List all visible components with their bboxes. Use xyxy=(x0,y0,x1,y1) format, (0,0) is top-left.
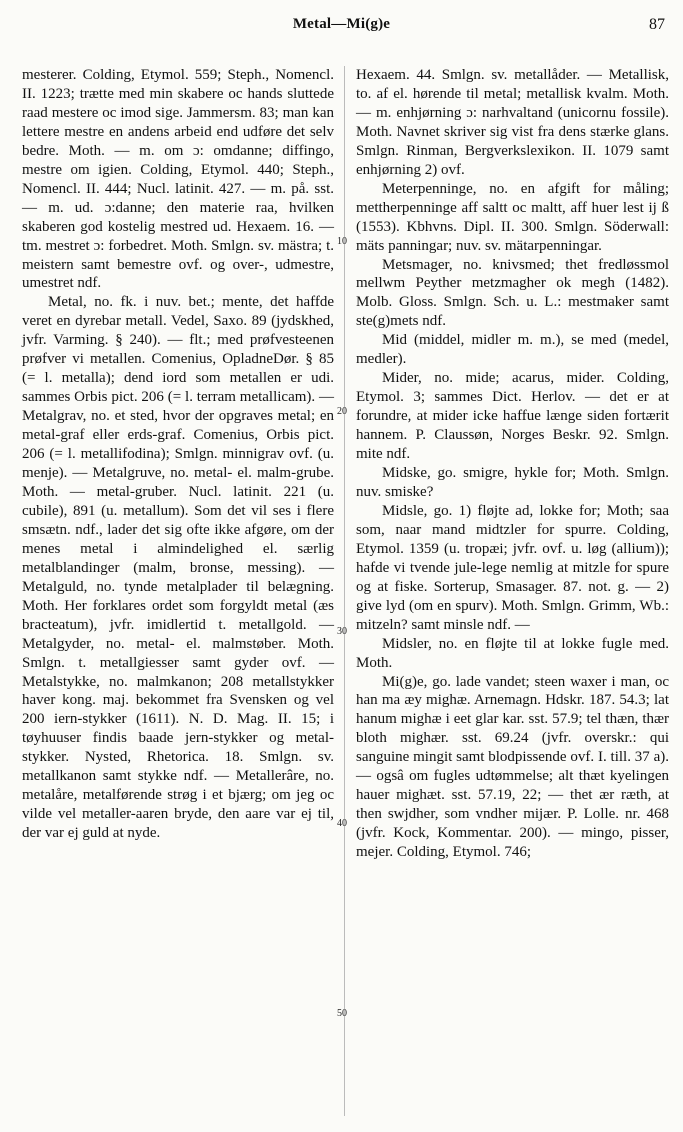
entry-paragraph: Meterpenninge, no. en afgift for måling; mettherpenninge aff saltt oc maltt, aff huer lest ij ß (1553). Kbhvns. Dipl. II. 300. Smlgn. Söderwall: mäts panningar; nuv. sv. mätarpenningar. xyxy=(356,180,669,254)
entry-paragraph: Midsle, go. 1) fløjte ad, lokke for; Moth; saa som, naar mand midtzler for spurre. Colding, Etymol. 1359 (u. tropæi; jvfr. ovf. u. løg (allium)); hafde vi tvende jule-lege nemlig at mitzle for spure og at fiske. Sorterup, Smasager. 87. not. g. — 2) give lyd (om en spurv). Moth. Smlgn. Grimm, Wb.: mitzeln? samt minsle ndf. — xyxy=(356,502,669,633)
line-number: 30 xyxy=(337,626,347,637)
entry-paragraph: Hexaem. 44. Smlgn. sv. metallåder. — Metallisk, to. af el. hørende til metal; metallisk kvalm. Moth. — m. enhjørning ɔ: narhvaltand (unicornu fossile). Moth. Navnet skriver sig vist fra dens stærke glans. Smlgn. Rinman, Bergverkslexikon. II. 1079 samt enhjørning 2) ovf. xyxy=(356,67,669,178)
line-number: 40 xyxy=(337,818,347,829)
running-head: Metal—Mi(g)e xyxy=(292,16,391,32)
entry-paragraph: Midsler, no. en fløjte til at lokke fugle med. Moth. xyxy=(356,635,669,671)
entry-paragraph: mesterer. Colding, Etymol. 559; Steph., Nomencl. II. 1223; trætte med min skabere oc hands sluttede raad mestere oc imod sige. Jammersm. 83; man kan lettere mestre en andens arbeid end udføre det selv bedre. Moth. — m. om ɔ: omdanne; diffingo, mestre om igien. Colding, Etymol. 440; Steph., Nomencl. II. 444; Nucl. latinit. 427. — m. på. sst. — m. ud. ɔ:danne; den materie raa, hvilken skaberen god kostelig mestred ud. Hexaem. 16. — tm. mestret ɔ: forbedret. Moth. Smlgn. sv. mästra; t. meistern samt bemestre ovf. og over-, udmestre, umestret ndf. xyxy=(22,67,334,292)
left-column xyxy=(22,66,334,843)
line-number: 20 xyxy=(337,406,347,417)
line-number: 10 xyxy=(337,236,347,247)
entry-paragraph: Metal, no. fk. i nuv. bet.; mente, det haffde veret en dyrebar metall. Vedel, Saxo. 89 (jydskhed, jvfr. Varming. § 240). — flt.; med prøfvesteenen prøfver vi metallen. Comenius, OpladneDør. § 85 (= l. metalla); dend iord som metallen er udi. sammes Orbis pict. 206 (= l. terram metallicam). — Metalgrav, no. et sted, hvor der opgraves metal; en metal-graf eller erds-graf. Comenius, Orbis pict. 206 (= l. metallifodina); Smlgn. minnigrav ovf. (u. menje). — Metalgruve, no. metal- el. malm-grube. Moth. — metal-gruber. Nucl. latinit. 221 (u. cubile), 891 (u. metallum). Som det vil ses i flere smsætn. ndf., lader det sig ofte ikke afgøre, om der menes metal i almindelighed el. særlig metalblandinger (malm, bronse, messing). — Metalguld, no. tynde metalplader til belægning. Moth. Her forklares ordet som forgyldt metal (æs bracteatum), jvfr. imidlertid t. metallgold. — Metalgyder, no. metal- el. malmstøber. Moth. Smlgn. t. metallgiesser samt gyder ovf. — Metalstykke, no. malmkanon; 208 metallstykker haver kong. maj. bekommet fra Svensken og vel 200 iern-stykker (1611). N. D. Mag. II. 15; i tøyhuuser findis baade jern-stykker og metal-stykker. Nysted, Rhetorica. 18. Smlgn. sv. metallkanon samt stykke ndf. — Metallerâre, no. metalåre, metalførende strøg i et bjærg; om jeg oc vilde vel metaller-aaren bryde, den aare var ej til, der var ej guld at nyde. xyxy=(22,294,334,842)
column-divider xyxy=(344,66,345,1116)
page-header xyxy=(0,14,683,38)
entry-paragraph: Midske, go. smigre, hykle for; Moth. Smlgn. nuv. smiske? xyxy=(356,465,669,500)
right-column xyxy=(356,66,669,862)
entry-paragraph: Mi(g)e, go. lade vandet; steen waxer i man, oc han ma æy mighæ. Arnemagn. Hdskr. 187. 54.3; lat hanum mighæ i eet glar kar. sst. 57.9; tel thæn, thær bloth mighær. sst. 69.24 (jvfr. overskr.: qui sanguine mingit samt blodpissende ovf. I. till. 37 a). — ogsâ om fugles udtømmelse; alt thæt kyelingen hauer mighæt. sst. 57.19, 22; — thet ær ræth, at then swjdher, som vndher mijær. P. Lolle. nr. 468 (jvfr. Kock, Kommentar. 200). — mingo, pisser, mejer. Colding, Etymol. 746; xyxy=(356,673,669,861)
entry-paragraph: Mid (middel, midler m. m.), se med (medel, medler). xyxy=(356,332,669,368)
page-number: 87 xyxy=(649,16,665,33)
entry-paragraph: Metsmager, no. knivsmed; thet fredløssmol mellwm Peyther metzmagher ok megh (1482). Molb. Gloss. Smlgn. Sch. u. L.: mestmaker samt ste(g)mets ndf. xyxy=(356,256,669,330)
line-number: 50 xyxy=(337,1008,347,1019)
entry-paragraph: Mider, no. mide; acarus, mider. Colding, Etymol. 3; sammes Dict. Herlov. — det er at forundre, at mider icke haffue længe siden fortærit hannem. P. Claussøn, Norges Beskr. 92. Smlgn. mite ndf. xyxy=(356,370,669,463)
